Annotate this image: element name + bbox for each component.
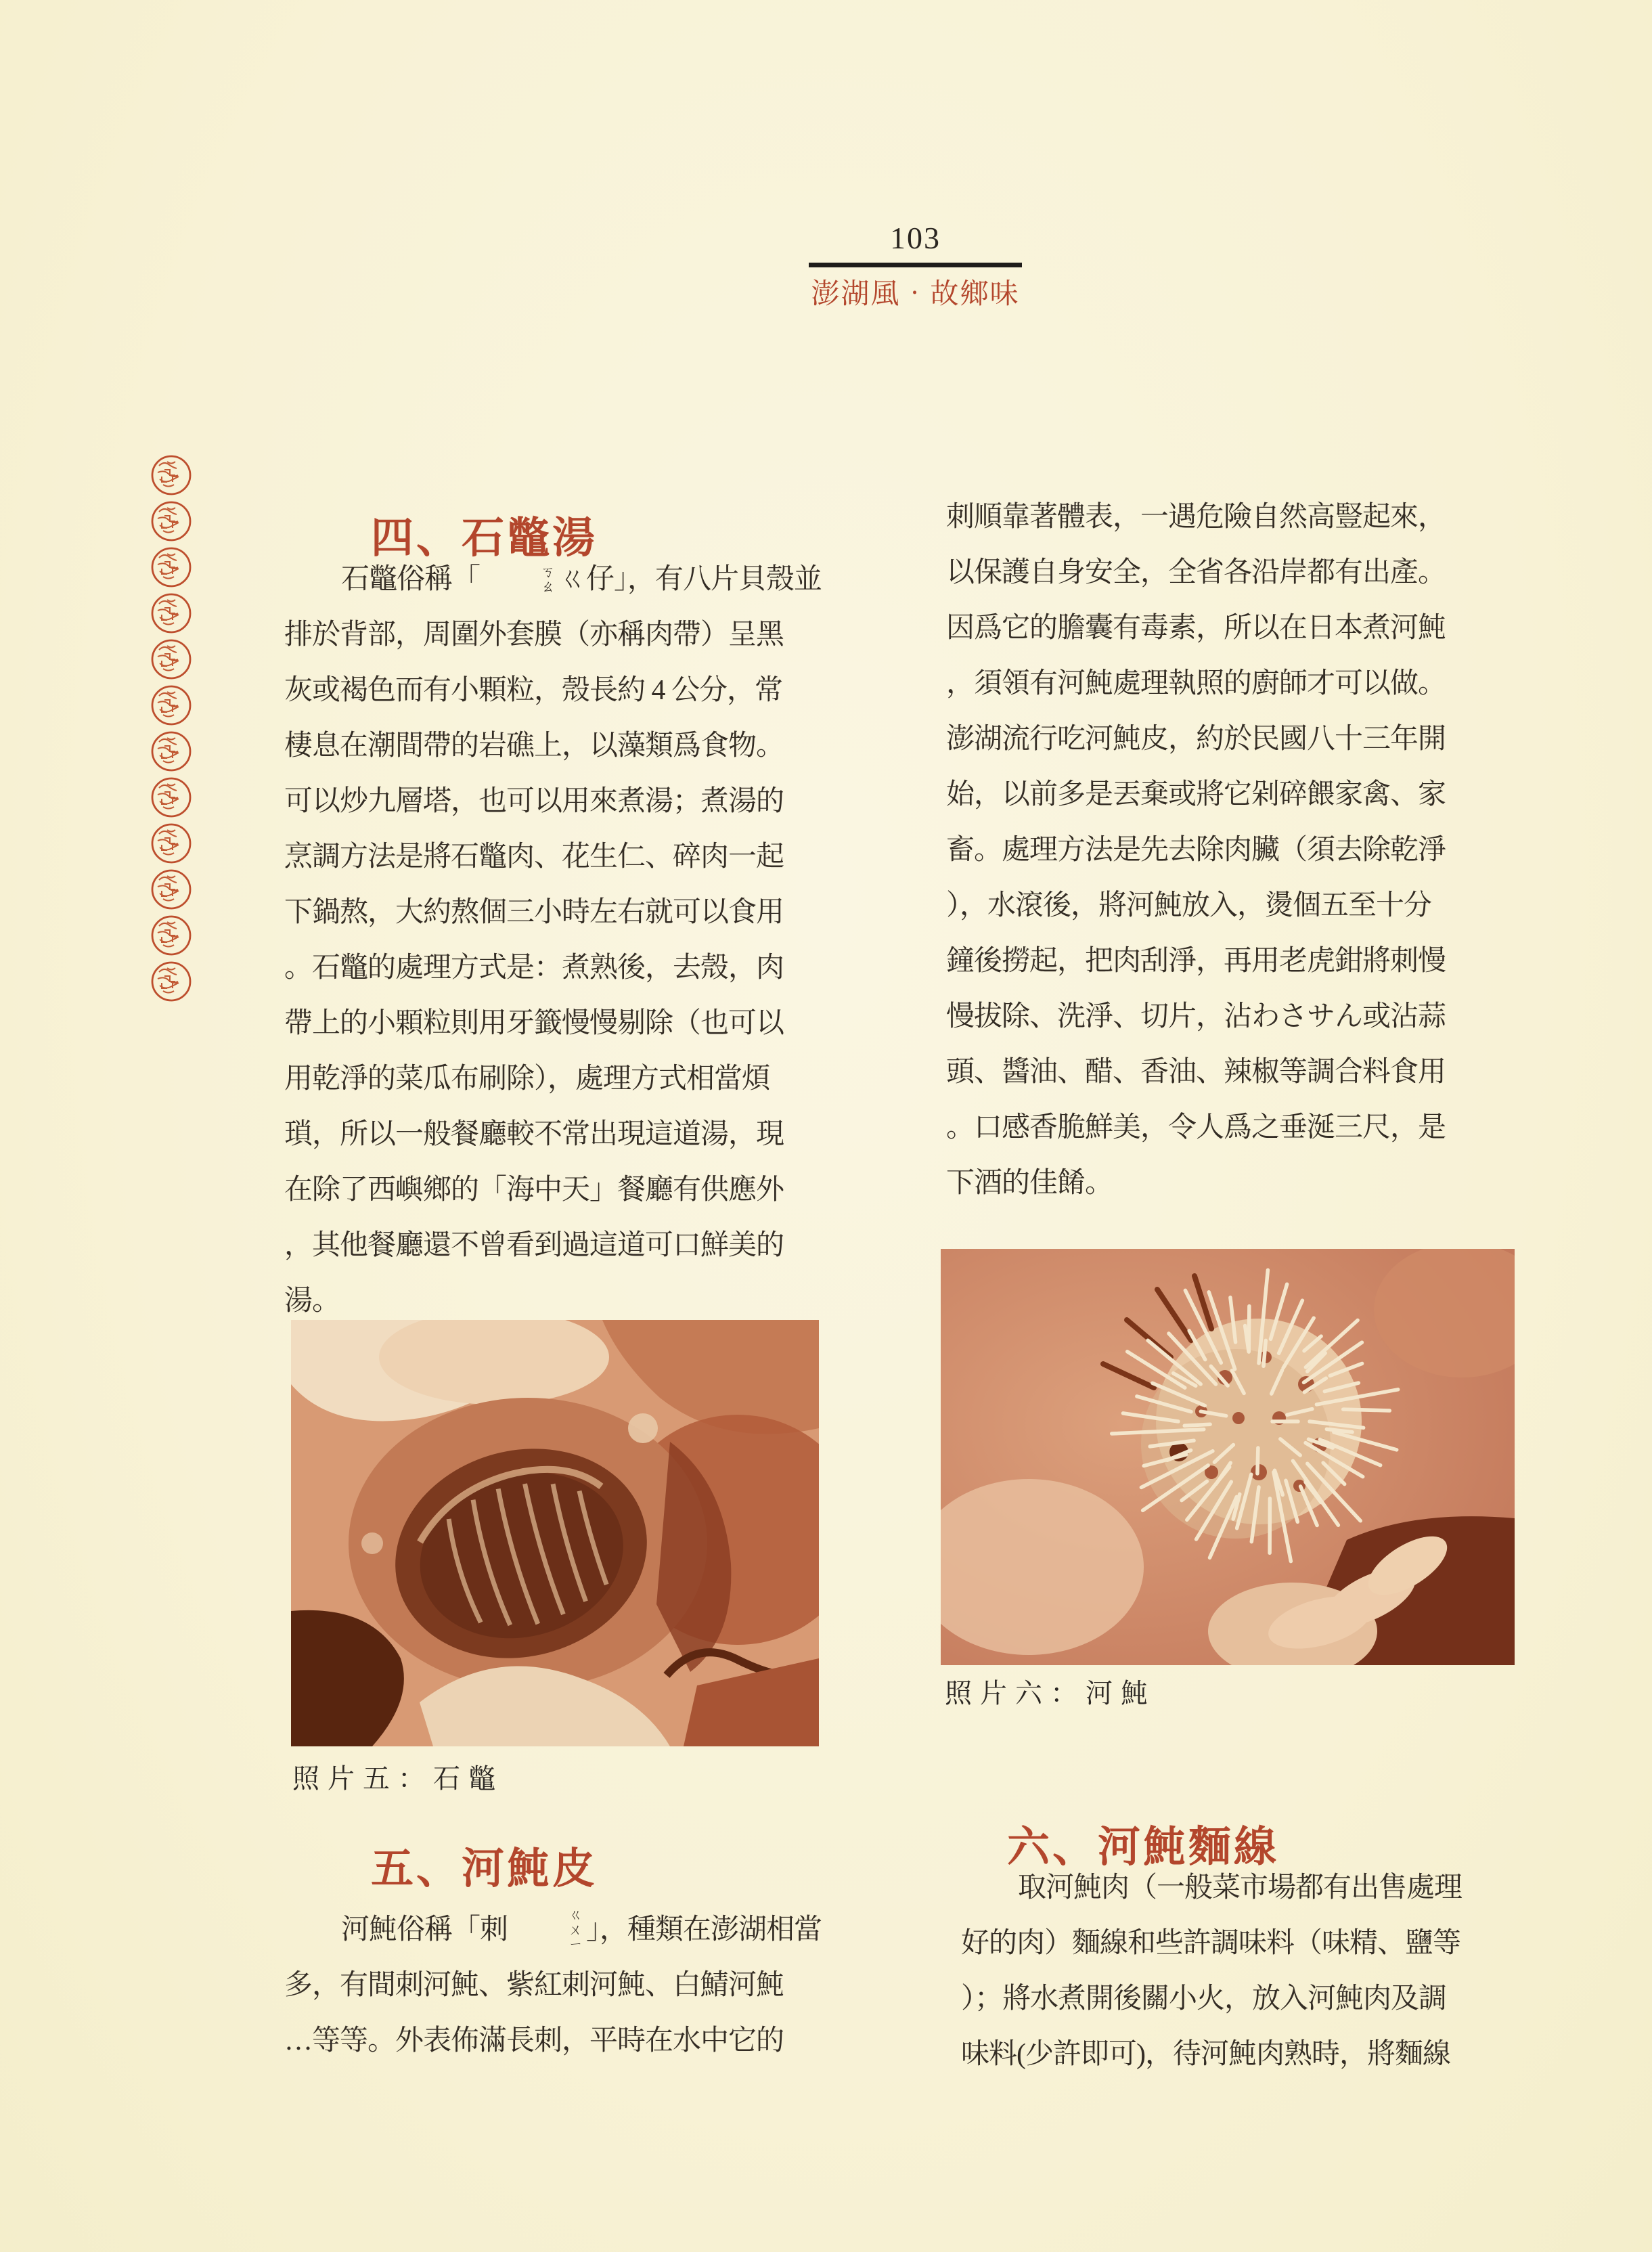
section-six-heading: 六、河魨麵線 xyxy=(1007,1824,1279,1872)
text-line: ，須領有河魨處理執照的廚師才可以做。 xyxy=(946,668,1446,699)
text-line: 在除了西嶼鄉的「海中天」餐廳有供應外 xyxy=(284,1174,784,1206)
text-line: 。石鼈的處理方式是：煮熟後，去殼，肉 xyxy=(284,952,784,984)
text-line: 味料(少許即可)，待河魨肉熟時，將麵線 xyxy=(961,2039,1450,2070)
section-four-paragraph xyxy=(284,552,897,1329)
text-line: 頭、醬油、醋、香油、辣椒等調合料食用 xyxy=(946,1057,1446,1088)
section-five-paragraph xyxy=(284,1902,897,2069)
text-line: 以保護自身安全，全省各沿岸都有出產。 xyxy=(946,557,1446,588)
text-line: 灰或褐色而有小顆粒，殼長約 4 公分，常 xyxy=(284,675,783,706)
bopomofo-ruby: ㄎ ㄠ xyxy=(541,564,555,596)
text-line: 瑣，所以一般餐廳較不常出現這道湯，現 xyxy=(284,1119,784,1150)
section-four-heading: 四、石鼈湯 xyxy=(371,514,598,562)
seal-chain-icon xyxy=(142,455,200,1017)
bopomofo-ruby: ㄍ ㄨ ㄧ xyxy=(568,1907,583,1953)
text-line: ），水滾後，將河魨放入，燙個五至十分 xyxy=(946,890,1432,921)
text-line: 好的肉）麵線和些許調味料（味精、鹽等 xyxy=(961,1928,1461,1959)
text-line: 石鼈俗稱「 ㄎ ㄠ ㄍ仔」，有八片貝殼並 xyxy=(341,564,822,596)
text-line: 取河魨肉（一般菜市場都有出售處理 xyxy=(1018,1872,1463,1903)
text-line: 始，以前多是丟棄或將它剁碎餵家禽、家 xyxy=(946,779,1446,810)
text-line: 下鍋熬，大約熬個三小時左右就可以食用 xyxy=(284,897,784,928)
text-line: ）；將水煮開後關小火，放入河魨肉及調 xyxy=(961,1983,1447,2014)
section-six-paragraph xyxy=(961,1860,1570,2082)
puffer-fish-photo xyxy=(941,1249,1515,1665)
text-line: 多，有間刺河魨、紫紅刺河魨、白鯖河魨 xyxy=(284,1970,784,2001)
text-line: 因爲它的膽囊有毒素，所以在日本煮河魨 xyxy=(946,613,1446,644)
text-line: 畜。處理方法是先去除肉臟（須去除乾淨 xyxy=(946,835,1446,866)
header-divider xyxy=(809,263,1022,267)
text-line: 排於背部，周圍外套膜（亦稱肉帶）呈黑 xyxy=(284,619,784,650)
text-line: 湯。 xyxy=(284,1285,340,1317)
text-line: 。口感香脆鮮美，令人爲之垂涎三尺，是 xyxy=(946,1112,1446,1143)
section-five-heading: 五、河魨皮 xyxy=(371,1845,598,1893)
page-number: 103 xyxy=(890,221,941,255)
text-line: 鐘後撈起，把肉刮淨，再用老虎鉗將刺慢 xyxy=(946,946,1446,977)
header-title: 澎湖風‧故鄉味 xyxy=(811,279,1020,310)
photo-six-caption: 照片六：河魨 xyxy=(945,1678,1156,1708)
text-line: 澎湖流行吃河魨皮，約於民國八十三年開 xyxy=(946,724,1446,755)
text-line: 慢拔除、洗淨、切片，沾わさサん或沾蒜 xyxy=(946,1001,1446,1032)
text-line: 刺順靠著體表，一遇危險自然高豎起來， xyxy=(946,502,1446,533)
text-line: 烹調方法是將石鼈肉、花生仁、碎肉一起 xyxy=(284,841,784,873)
text-line: 用乾淨的菜瓜布刷除），處理方式相當煩 xyxy=(284,1063,770,1095)
text-line: 帶上的小顆粒則用牙籤慢慢剔除（也可以 xyxy=(284,1008,784,1039)
text-line: 河魨俗稱「刺 ㄍ ㄨ ㄧ 」，種類在澎湖相當 xyxy=(341,1907,822,1953)
right-column-paragraph xyxy=(946,489,1555,1211)
text-line: 可以炒九層塔，也可以用來煮湯；煮湯的 xyxy=(284,786,784,817)
chiton-photo xyxy=(291,1320,819,1746)
text-line: 棲息在潮間帶的岩礁上，以藻類爲食物。 xyxy=(284,730,784,761)
text-line: …等等。外表佈滿長刺，平時在水中它的 xyxy=(284,2025,784,2056)
page-header xyxy=(809,220,1022,312)
text-line: ，其他餐廳還不曾看到過這道可口鮮美的 xyxy=(284,1230,784,1261)
photo-five-caption: 照片五：石鼈 xyxy=(292,1763,504,1794)
text-line: 下酒的佳餚。 xyxy=(946,1168,1113,1199)
